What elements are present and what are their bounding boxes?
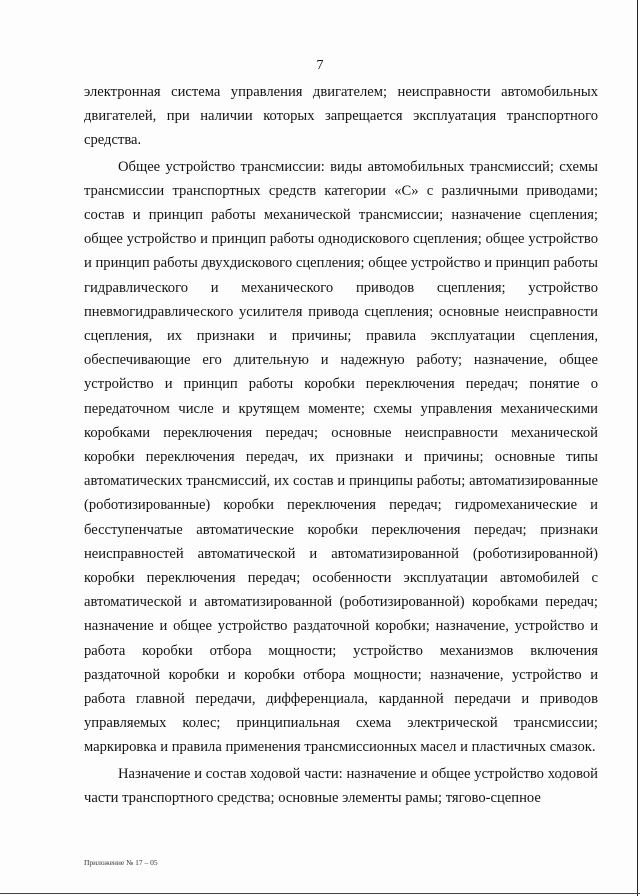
paragraph-running-gear: Назначение и состав ходовой части: назначение и общее устройство ходовой части транспортного средства; основные элементы рамы; тягово-сцепное (84, 765, 598, 806)
paragraph-continuation: электронная система управления двигателем; неисправности автомобильных двигателей, при наличии которых запрещается эксплуатация транспортного средства. (84, 84, 598, 149)
body-text (84, 80, 598, 810)
paragraph-transmission: Общее устройство трансмиссии: виды автомобильных трансмиссий; схемы трансмиссии транспортных средств категории «С» с различными приводами; состав и принцип работы механической трансмиссии; назначение сцепления; общее устройство и принцип работы однодискового сцепления; общее устройство и принцип работы двухдискового сцепления; общее устройство и принцип работы гидравлического и механического приводов сцепления; устройство пневмогидравлического усилителя привода сцепления; основные неисправности сцепления, их признаки и причины; правила эксплуатации сцепления, обеспечивающие его длительную и надежную работу; назначение, общее устройство и принцип работы коробки переключения передач; понятие о передаточном числе и крутящем моменте; схемы управления механическими коробками переключения передач; основные неисправности механической коробки переключения передач, их признаки и причины; основные типы автоматических трансмиссий, их состав и принципы работы; автоматизированные (роботизированные) коробки переключения передач; гидромеханические и бесступенчатые автоматические коробки переключения передач; признаки неисправностей автоматической и автоматизированной (роботизированной) коробки переключения передач; особенности эксплуатации автомобилей с автоматической и автоматизированной (роботизированной) коробками передач; назначение и общее устройство раздаточной коробки; назначение, устройство и работа коробки отбора мощности; устройство механизмов включения раздаточной коробки и коробки отбора мощности; назначение, устройство и работа главной передачи, дифференциала, карданной передачи и приводов управляемых колес; принципиальная схема электрической трансмиссии; маркировка и правила применения трансмиссионных масел и пластичных смазок. (84, 158, 598, 756)
page-number: 7 (316, 58, 324, 73)
footer-note: Приложение № 17 – 05 (84, 858, 158, 867)
scan-edge-right (637, 0, 638, 896)
scan-edge-bottom (0, 893, 640, 894)
